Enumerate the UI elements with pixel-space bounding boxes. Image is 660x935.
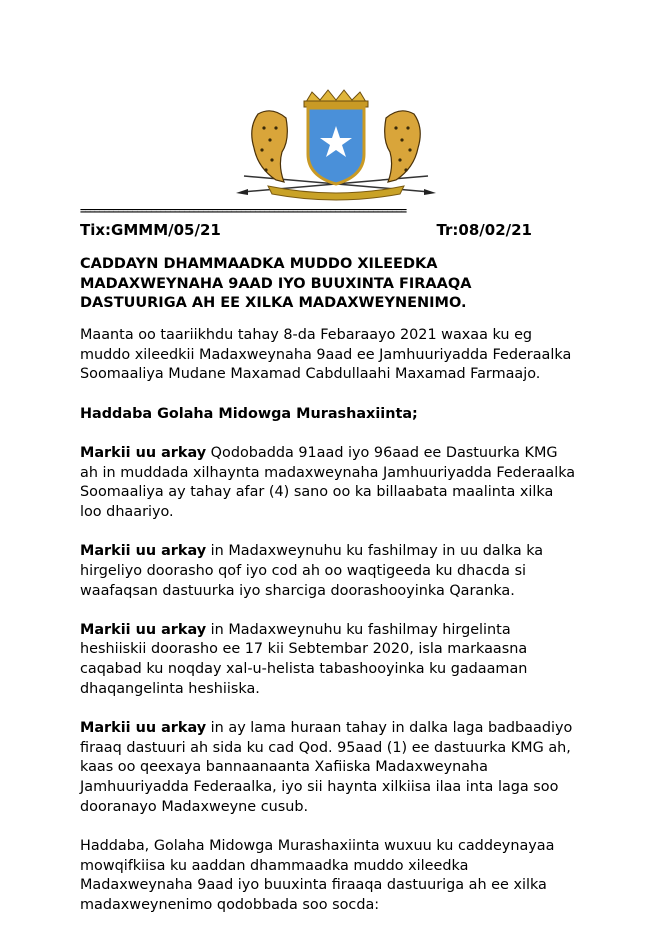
text-line: ah in muddada xilhaynta madaxweynaha Jamhuuriyadda Federaalka bbox=[80, 464, 576, 481]
text-line: caqabad ku noqday xal-u-helista tabashooyinka ku gadaaman bbox=[80, 661, 528, 678]
text-line: firaaq dastuuri ah sida ku cad Qod. 95aad (1) ee dastuurka KMG ah, bbox=[80, 739, 571, 756]
paragraph-lead: Markii uu arkay bbox=[80, 543, 207, 560]
text-line: kaas oo qeexaya bannaanaanta Xafiiska Madaxweynaha bbox=[80, 759, 488, 776]
document-body bbox=[80, 326, 590, 935]
text-line: in ay lama huraan tahay in dalka laga badbaadiyo bbox=[206, 720, 573, 737]
text-line: in Madaxweynuhu ku fashilmay in uu dalka ka bbox=[206, 543, 544, 560]
paragraph-4 bbox=[80, 719, 590, 818]
document-date: Tr:08/02/21 bbox=[436, 221, 532, 239]
text-line: waafaqsan dastuurka iyo sharciga doorashooyinka Qaranka. bbox=[80, 582, 515, 599]
text-line: muddo xileedkii Madaxweynaha 9aad ee Jamhuuriyadda Federaalka bbox=[80, 346, 572, 363]
text-line: in Madaxweynuhu ku fashilmay hirgelinta bbox=[206, 621, 511, 638]
text-line: Soomaaliya ay tahay afar (4) sano oo ka billaabata maalinta xilka bbox=[80, 484, 554, 501]
paragraph-lead: Markii uu arkay bbox=[80, 621, 207, 638]
section-heading: Haddaba Golaha Midowga Murashaxiinta; bbox=[80, 405, 418, 422]
text-line: Qodobadda 91aad iyo 96aad ee Dastuurka KMG bbox=[206, 444, 558, 461]
paragraph-lead: Markii uu arkay bbox=[80, 444, 207, 461]
text-line: hirgeliyo doorasho qof iyo cod ah oo waqtigeeda ku dhacda si bbox=[80, 562, 527, 579]
reference-number: Tix:GMMM/05/21 bbox=[80, 221, 221, 239]
document-title bbox=[80, 255, 580, 314]
title-line: MADAXWEYNAHA 9AAD IYO BUUXINTA FIRAAQA bbox=[80, 275, 472, 292]
text-line: Haddaba, Golaha Midowga Murashaxiinta wuxuu ku caddeynayaa bbox=[80, 838, 555, 855]
text-line: Madaxweynaha 9aad iyo buuxinta firaaqa dastuuriga ah ee xilka bbox=[80, 877, 547, 894]
somalia-coat-of-arms-icon bbox=[228, 88, 444, 206]
reference-line bbox=[80, 221, 532, 239]
paragraph-1 bbox=[80, 444, 590, 523]
text-line: madaxweynenimo qodobbada soo socda: bbox=[80, 897, 380, 914]
text-line: Maanta oo taariikhdu tahay 8-da Febaraayo 2021 waxaa ku eg bbox=[80, 327, 533, 343]
text-line: Soomaaliya Mudane Maxamad Cabdullaahi Maxamad Farmaajo. bbox=[80, 366, 541, 383]
text-line: mowqifkiisa ku aaddan dhammaadka muddo xileedka bbox=[80, 857, 469, 874]
intro-paragraph bbox=[80, 326, 590, 385]
text-line: loo dhaariyo. bbox=[80, 503, 174, 520]
title-line: CADDAYN DHAMMAADKA MUDDO XILEEDKA bbox=[80, 256, 438, 272]
text-line: dooranayo Madaxweyne cusub. bbox=[80, 798, 309, 815]
text-line: heshiiskii doorasho ee 17 kii Sebtembar 2020, isla markaasna bbox=[80, 641, 528, 658]
separator-rule: ===================================================================== bbox=[80, 206, 406, 217]
text-line: dhaqangelinta heshiiska. bbox=[80, 680, 260, 697]
title-line: DASTUURIGA AH EE XILKA MADAXWEYNENIMO. bbox=[80, 295, 467, 311]
paragraph-3 bbox=[80, 621, 590, 700]
text-line: Jamhuuriyadda Federaalka, iyo sii haynta xilkiisa ilaa inta laga soo bbox=[80, 779, 559, 796]
paragraph-lead: Markii uu arkay bbox=[80, 720, 207, 737]
closing-paragraph bbox=[80, 837, 590, 916]
paragraph-2 bbox=[80, 542, 590, 601]
